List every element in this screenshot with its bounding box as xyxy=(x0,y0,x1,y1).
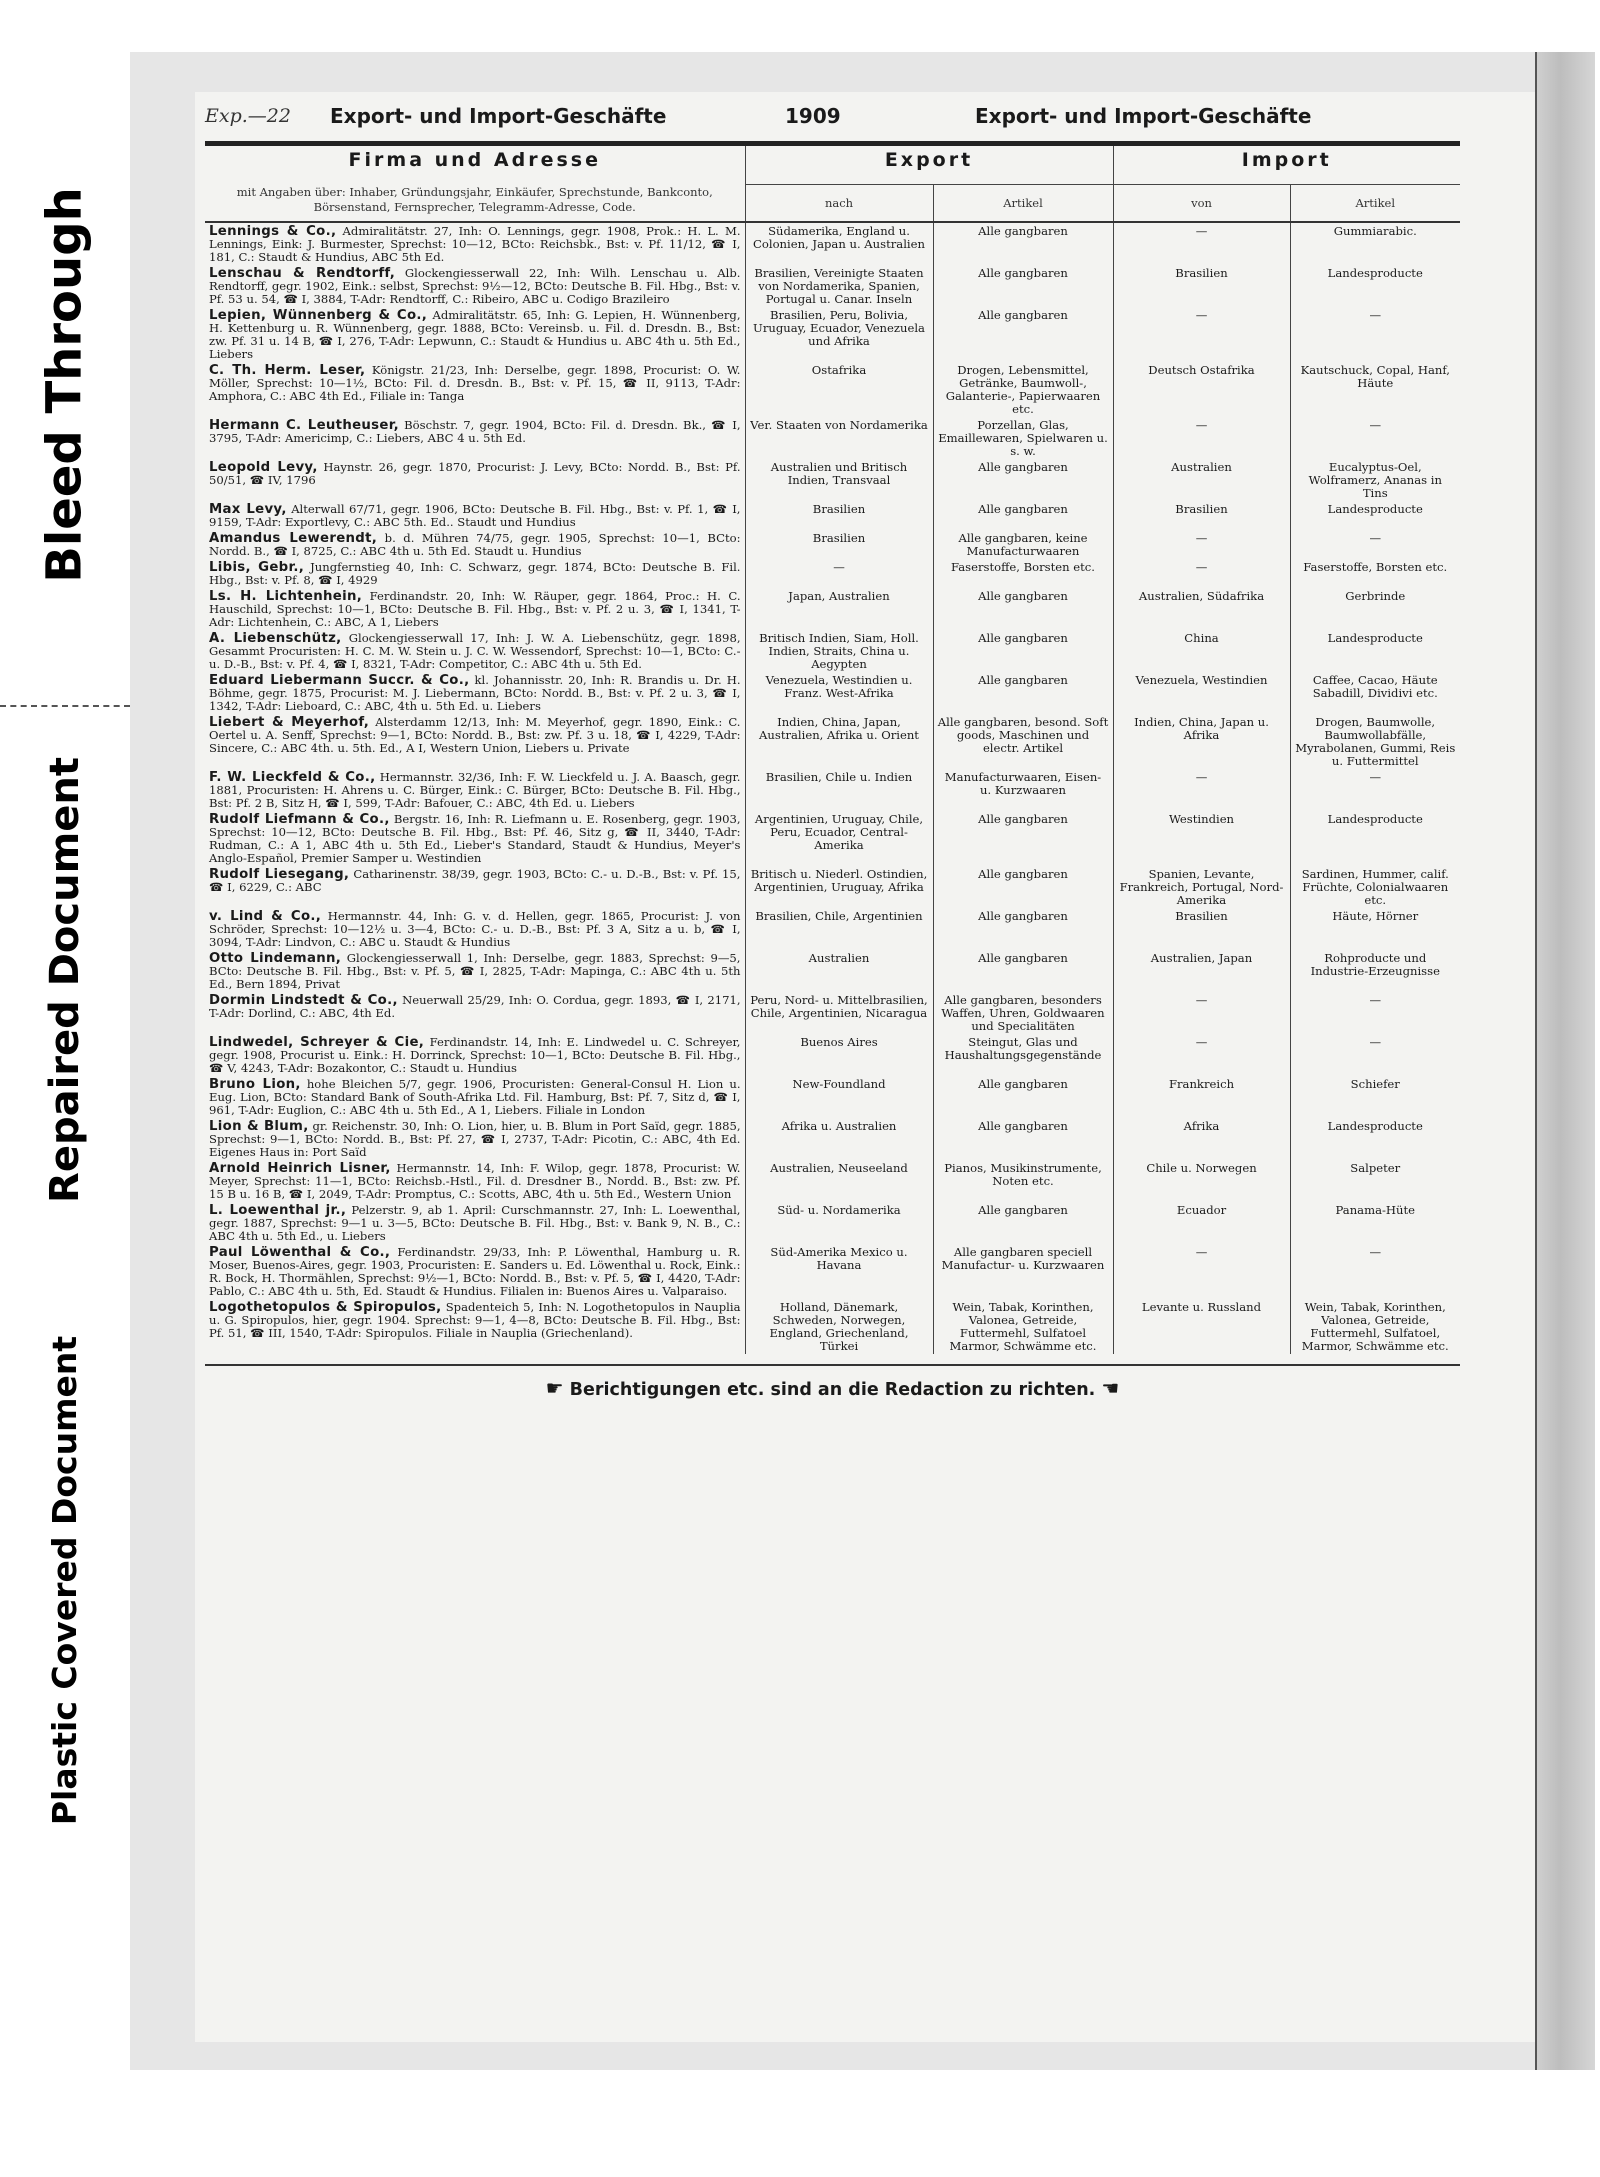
firm-cell xyxy=(205,714,745,769)
table-row xyxy=(205,811,1460,866)
firm-name: Arnold Heinrich Lisner, xyxy=(209,1160,391,1176)
import-from-header: von xyxy=(1113,185,1290,222)
export-to-cell: Australien, Neuseeland xyxy=(745,1160,933,1202)
firm-name: Lion & Blum, xyxy=(209,1118,309,1134)
export-to-cell: Süd-Amerika Mexico u. Havana xyxy=(745,1244,933,1299)
export-to-header: nach xyxy=(745,185,933,222)
header-right-title: Export- und Import-Geschäfte xyxy=(975,104,1312,128)
import-from-cell: — xyxy=(1113,307,1290,362)
import-from-cell: Indien, China, Japan u. Afrika xyxy=(1113,714,1290,769)
firm-name: Max Levy, xyxy=(209,501,287,517)
firm-details: Glockengiesserwall 22, Inh: Wilh. Lenschau u. Alb. Rendtorff, gegr. 1902, Eink.: selbst, Sprechst: 9½—12, BCto: Deutsche B. Fil. Hbg., Bst: v. Pf. 53 u. 54, ☎ I, 3884, T-Adr: Rendtorff, C.: Ribeiro, ABC u. Codigo Brazileiro xyxy=(209,265,741,306)
import-from-cell: Spanien, Levante, Frankreich, Portugal, Nord-Amerika xyxy=(1113,866,1290,908)
firm-details: hohe Bleichen 5/7, gegr. 1906, Procuristen: General-Consul H. Lion u. Eug. Lion, BCto: Standard Bank of South-Afrika Ltd. Fil. Hamburg, Bst: Pf. 7, Sitz d, ☎ I, 961, T-Adr: Euglion, C.: ABC 4th u. 5th Ed., A 1, Liebers. Filiale in London xyxy=(209,1076,741,1117)
firm-cell xyxy=(205,1202,745,1244)
export-to-cell: Brasilien, Chile, Argentinien xyxy=(745,908,933,950)
export-to-cell: Australien xyxy=(745,950,933,992)
export-articles-cell: Alle gangbaren xyxy=(933,1202,1113,1244)
export-articles-cell: Alle gangbaren speciell Manufactur- u. Kurzwaaren xyxy=(933,1244,1113,1299)
firm-details: Catharinenstr. 38/39, gegr. 1903, BCto: C.- u. D.-B., Bst: v. Pf. 15, ☎ I, 6229, C.: ABC xyxy=(209,866,741,894)
header-left-title: Export- und Import-Geschäfte xyxy=(330,104,667,128)
export-to-cell: Brasilien, Vereinigte Staaten von Nordamerika, Spanien, Portugal u. Canar. Inseln xyxy=(745,265,933,307)
export-to-cell: Japan, Australien xyxy=(745,588,933,630)
import-articles-cell: Caffee, Cacao, Häute Sabadill, Dividivi etc. xyxy=(1290,672,1460,714)
export-to-cell: Brasilien, Peru, Bolivia, Uruguay, Ecuador, Venezuela und Afrika xyxy=(745,307,933,362)
firm-cell xyxy=(205,530,745,559)
table-row xyxy=(205,950,1460,992)
firm-name: v. Lind & Co., xyxy=(209,908,322,924)
import-articles-cell: Kautschuck, Copal, Hanf, Häute xyxy=(1290,362,1460,417)
firm-cell xyxy=(205,630,745,672)
import-articles-cell: — xyxy=(1290,307,1460,362)
export-articles-header: Artikel xyxy=(933,185,1113,222)
table-row xyxy=(205,1118,1460,1160)
table-row xyxy=(205,307,1460,362)
scanned-page xyxy=(130,52,1595,2070)
table-row xyxy=(205,908,1460,950)
table-row xyxy=(205,559,1460,588)
firm-cell xyxy=(205,222,745,265)
page-content xyxy=(205,97,1460,1400)
firm-cell xyxy=(205,1244,745,1299)
export-articles-cell: Alle gangbaren, besond. Soft goods, Maschinen und electr. Artikel xyxy=(933,714,1113,769)
export-to-cell: Ver. Staaten von Nordamerika xyxy=(745,417,933,459)
pointing-hand-right-icon: ☚ xyxy=(1101,1375,1120,1400)
export-articles-cell: Alle gangbaren, besonders Waffen, Uhren, Goldwaaren und Specialitäten xyxy=(933,992,1113,1034)
import-from-cell: Australien xyxy=(1113,459,1290,501)
import-articles-cell: Sardinen, Hummer, calif. Früchte, Colonialwaaren etc. xyxy=(1290,866,1460,908)
firm-cell xyxy=(205,950,745,992)
import-articles-cell: Schiefer xyxy=(1290,1076,1460,1118)
export-to-cell: Britisch u. Niederl. Ostindien, Argentinien, Uruguay, Afrika xyxy=(745,866,933,908)
table-row xyxy=(205,1202,1460,1244)
import-from-cell: Brasilien xyxy=(1113,908,1290,950)
firm-details: Ferdinandstr. 20, Inh: W. Räuper, gegr. 1864, Proc.: H. C. Hauschild, Sprechst: 10—1, BCto: Deutsche B. Fil. Hbg., Bst: v. Pf. 2 u. 3, ☎ I, 1341, T-Adr: Lichtenhein, C.: ABC, A 1, Liebers xyxy=(209,588,741,629)
import-from-cell: Venezuela, Westindien xyxy=(1113,672,1290,714)
import-from-cell: Brasilien xyxy=(1113,265,1290,307)
import-articles-cell: Landesproducte xyxy=(1290,811,1460,866)
firm-name: Ls. H. Lichtenhein, xyxy=(209,588,363,604)
table-row xyxy=(205,265,1460,307)
label-repaired-document-text: Repaired Document xyxy=(42,757,88,1203)
import-articles-cell: — xyxy=(1290,769,1460,811)
import-articles-cell: — xyxy=(1290,530,1460,559)
firm-details: Haynstr. 26, gegr. 1870, Procurist: J. Levy, BCto: Nordd. B., Bst: Pf. 50/51, ☎ IV, 1796 xyxy=(209,459,741,487)
table-row xyxy=(205,530,1460,559)
export-column-title: Export xyxy=(745,146,1113,185)
firm-name: A. Liebenschütz, xyxy=(209,630,342,646)
import-articles-cell: Rohproducte und Industrie-Erzeugnisse xyxy=(1290,950,1460,992)
table-row xyxy=(205,222,1460,265)
import-articles-cell: Gerbrinde xyxy=(1290,588,1460,630)
firm-cell xyxy=(205,1034,745,1076)
firm-details: Admiralitätstr. 27, Inh: O. Lennings, gegr. 1908, Prok.: H. L. M. Lennings, Eink: J. Burmester, Sprechst: 10—12, BCto: Reichsbk., Bst: v. Pf. 11/12, ☎ I, 181, C.: Staudt & Hundius, ABC 5th Ed. xyxy=(209,223,741,264)
export-to-cell: Britisch Indien, Siam, Holl. Indien, Straits, China u. Aegypten xyxy=(745,630,933,672)
label-plastic-covered-text: Plastic Covered Document xyxy=(45,1335,85,1825)
firm-name: Liebert & Meyerhof, xyxy=(209,714,370,730)
table-row xyxy=(205,866,1460,908)
import-articles-cell: Gummiarabic. xyxy=(1290,222,1460,265)
import-articles-cell: Drogen, Baumwolle, Baumwollabfälle, Myrabolanen, Gummi, Reis u. Futtermittel xyxy=(1290,714,1460,769)
table-row xyxy=(205,588,1460,630)
firm-details: Spadenteich 5, Inh: N. Logothetopulos in Nauplia u. G. Spiropulos, hier, gegr. 1904. Sprechst: 9—1, 4—8, BCto: Deutsche B. Fil. Hbg., Bst: Pf. 51, ☎ III, 1540, T-Adr: Spiropulos. Filiale in Nauplia (Griechenland). xyxy=(209,1299,741,1340)
export-articles-cell: Manufacturwaaren, Eisen- u. Kurzwaaren xyxy=(933,769,1113,811)
firm-details: Glockengiesserwall 17, Inh: J. W. A. Liebenschütz, gegr. 1898, Gesammt Procuristen: H. C. M. W. Stein u. J. C. W. Wessendorf, Sprechst: 10—1, BCto: C.- u. D.-B., Bst: v. Pf. 4, ☎ I, 8321, T-Adr: Competitor, C.: ABC 4th u. 5th Ed. xyxy=(209,630,741,671)
firm-cell xyxy=(205,1076,745,1118)
firm-cell xyxy=(205,1160,745,1202)
firm-name: Libis, Gebr., xyxy=(209,559,305,575)
firm-cell xyxy=(205,588,745,630)
footer-note xyxy=(205,1364,1460,1400)
export-articles-cell: Alle gangbaren xyxy=(933,1076,1113,1118)
firm-name: Lenschau & Rendtorff, xyxy=(209,265,396,281)
firm-details: Ferdinandstr. 14, Inh: E. Lindwedel u. C. Schreyer, gegr. 1908, Procurist u. Eink.: H. Dorrinck, Sprechst: 10—1, BCto: Deutsche B. Fil. Hbg., ☎ V, 4243, T-Adr: Bozakontor, C.: Staudt u. Hundius xyxy=(209,1034,741,1075)
export-articles-cell: Alle gangbaren xyxy=(933,950,1113,992)
export-to-cell: Ostafrika xyxy=(745,362,933,417)
firm-details: Glockengiesserwall 1, Inh: Derselbe, gegr. 1883, Sprechst: 9—5, BCto: Deutsche B. Fil. Hbg., Bst: v. Pf. 5, ☎ I, 2825, T-Adr: Mapinga, C.: ABC 4th u. 5th Ed., Bern 1894, Privat xyxy=(209,950,741,991)
export-to-cell: Süd- u. Nordamerika xyxy=(745,1202,933,1244)
firm-details: Bergstr. 16, Inh: R. Liefmann u. E. Rosenberg, gegr. 1903, Sprechst: 10—12, BCto: Deutsche B. Fil. Hbg., Bst: Pf. 46, Sitz g, ☎ II, 3440, T-Adr: Rudman, C.: A 1, ABC 4th u. 5th Ed., Lieber's Standard, Staudt & Hundius, Meyer's Anglo-Español, Premier Samper u. Westindien xyxy=(209,811,741,865)
import-articles-cell: Landesproducte xyxy=(1290,501,1460,530)
firm-details: Hermannstr. 14, Inh: F. Wilop, gegr. 1878, Procurist: W. Meyer, Sprechst: 11—1, BCto: Reichsb.-Hstl., Fil. d. Dresdner B., Nordd. B., Bst: zw. Pf. 15 B u. 16 B, ☎ I, 2049, T-Adr: Promptus, C.: Scotts, ABC, 4th u. 5th Ed., Western Union xyxy=(209,1160,741,1201)
firm-name: Dormin Lindstedt & Co., xyxy=(209,992,398,1008)
firm-details: Ferdinandstr. 29/33, Inh: P. Löwenthal, Hamburg u. R. Moser, Buenos-Aires, gegr. 1903, Procuristen: E. Sanders u. Ed. Löwenthal u. Rock, Eink.: R. Bock, H. Thormählen, Sprechst: 9½—1, BCto: Nordd. B., Bst: v. Pf. 5, ☎ I, 4420, T-Adr: Pablo, C.: ABC 4th u. 5th, Ed. Staudt & Hundius. Filialen in: Buenos Aires u. Valparaiso. xyxy=(209,1244,741,1298)
table-row xyxy=(205,672,1460,714)
export-to-cell: Afrika u. Australien xyxy=(745,1118,933,1160)
export-articles-cell: Alle gangbaren xyxy=(933,222,1113,265)
import-from-cell: Frankreich xyxy=(1113,1076,1290,1118)
export-to-cell: Brasilien, Chile u. Indien xyxy=(745,769,933,811)
pointing-hand-left-icon: ☛ xyxy=(545,1375,564,1400)
firm-name: Leopold Levy, xyxy=(209,459,318,475)
export-articles-cell: Alle gangbaren xyxy=(933,265,1113,307)
export-to-cell: Brasilien xyxy=(745,530,933,559)
export-articles-cell: Alle gangbaren xyxy=(933,588,1113,630)
export-articles-cell: Alle gangbaren xyxy=(933,307,1113,362)
firm-name: Rudolf Liesegang, xyxy=(209,866,350,882)
import-from-cell: Levante u. Russland xyxy=(1113,1299,1290,1354)
table-row xyxy=(205,992,1460,1034)
firm-details: Böschstr. 7, gegr. 1904, BCto: Fil. d. Dresdn. Bk., ☎ I, 3795, T-Adr: Americimp, C.: Liebers, ABC 4 u. 5th Ed. xyxy=(209,417,741,445)
export-articles-cell: Alle gangbaren xyxy=(933,501,1113,530)
firm-details: Hermannstr. 32/36, Inh: F. W. Lieckfeld u. J. A. Baasch, gegr. 1881, Procuristen: H. Ahrens u. C. Bürger, Eink.: C. Bürger, BCto: Deutsche B. Fil. Hbg., Bst: Pf. 2 B, Sitz H, ☎ I, 599, T-Adr: Bafouer, C.: ABC, 4th Ed. u. Liebers xyxy=(209,769,741,810)
import-articles-cell: — xyxy=(1290,992,1460,1034)
import-articles-cell: Salpeter xyxy=(1290,1160,1460,1202)
export-articles-cell: Alle gangbaren xyxy=(933,811,1113,866)
page-binding-shadow xyxy=(1537,52,1595,2070)
firm-details: Alterwall 67/71, gegr. 1906, BCto: Deutsche B. Fil. Hbg., Bst: v. Pf. 1, ☎ I, 9159, T-Adr: Exportlevy, C.: ABC 5th. Ed.. Staudt und Hundius xyxy=(209,501,741,529)
firm-name: Rudolf Liefmann & Co., xyxy=(209,811,390,827)
export-articles-cell: Wein, Tabak, Korinthen, Valonea, Getreide, Futtermehl, Sulfatoel Marmor, Schwämme etc. xyxy=(933,1299,1113,1354)
firm-name: F. W. Lieckfeld & Co., xyxy=(209,769,376,785)
import-articles-cell: Faserstoffe, Borsten etc. xyxy=(1290,559,1460,588)
export-articles-cell: Alle gangbaren xyxy=(933,1118,1113,1160)
export-articles-cell: Porzellan, Glas, Emaillewaren, Spielwaren u. s. w. xyxy=(933,417,1113,459)
table-row xyxy=(205,714,1460,769)
export-articles-cell: Alle gangbaren xyxy=(933,630,1113,672)
firm-name: Eduard Liebermann Succr. & Co., xyxy=(209,672,470,688)
firm-column-subtitle: mit Angaben über: Inhaber, Gründungsjahr, Einkäufer, Sprechstunde, Bankconto, Börsenstand, Fernsprecher, Telegramm-Adresse, Code. xyxy=(205,185,745,222)
firm-cell xyxy=(205,672,745,714)
import-articles-cell: Landesproducte xyxy=(1290,265,1460,307)
table-row xyxy=(205,362,1460,417)
footer-text: Berichtigungen etc. sind an die Redaction zu richten. xyxy=(569,1379,1096,1400)
import-articles-cell: — xyxy=(1290,1244,1460,1299)
firm-details: Königstr. 21/23, Inh: Derselbe, gegr. 1898, Procurist: O. W. Möller, Sprechst: 10—1½, BCto: Fil. d. Dresdn. B., Bst: v. Pf. 15, ☎ II, 9113, T-Adr: Amphora, C.: ABC 4th Ed., Filiale in: Tanga xyxy=(209,362,741,403)
import-from-cell: Chile u. Norwegen xyxy=(1113,1160,1290,1202)
firm-cell xyxy=(205,362,745,417)
import-from-cell: Australien, Japan xyxy=(1113,950,1290,992)
import-from-cell: — xyxy=(1113,417,1290,459)
margin-labels xyxy=(0,0,130,2177)
firm-details: b. d. Mühren 74/75, gegr. 1905, Sprechst: 10—1, BCto: Nordd. B., ☎ I, 8725, C.: ABC 4th u. 5th Ed. Staudt u. Hundius xyxy=(209,530,741,558)
export-to-cell: Argentinien, Uruguay, Chile, Peru, Ecuador, Central-Amerika xyxy=(745,811,933,866)
page-code: Exp.—22 xyxy=(205,105,291,127)
firm-cell xyxy=(205,1118,745,1160)
table-row xyxy=(205,1244,1460,1299)
firm-cell xyxy=(205,307,745,362)
firm-details: kl. Johannisstr. 20, Inh: R. Brandis u. Dr. H. Böhme, gegr. 1875, Procurist: M. J. Liebermann, BCto: Nordd. B., Bst: v. Pf. 2 u. 3, ☎ I, 1342, T-Adr: Lieboard, C.: ABC, 4th u. 5th Ed. u. Liebers xyxy=(209,672,741,713)
import-from-cell: Westindien xyxy=(1113,811,1290,866)
import-articles-cell: Panama-Hüte xyxy=(1290,1202,1460,1244)
firm-cell xyxy=(205,769,745,811)
import-from-cell: Australien, Südafrika xyxy=(1113,588,1290,630)
firm-cell xyxy=(205,459,745,501)
firm-details: Hermannstr. 44, Inh: G. v. d. Hellen, gegr. 1865, Procurist: J. von Schröder, Sprechst: 10—12½ u. 3—4, BCto: C.- u. D.-B., Bst: Pf. 3 A, Sitz a u. b, ☎ I, 3094, T-Adr: Lindvon, C.: ABC u. Staudt & Hundius xyxy=(209,908,741,949)
export-to-cell: Peru, Nord- u. Mittelbrasilien, Chile, Argentinien, Nicaragua xyxy=(745,992,933,1034)
import-articles-cell: Eucalyptus-Oel, Wolframerz, Ananas in Tins xyxy=(1290,459,1460,501)
export-to-cell: Buenos Aires xyxy=(745,1034,933,1076)
export-to-cell: — xyxy=(745,559,933,588)
header-year: 1909 xyxy=(785,104,841,128)
firm-cell xyxy=(205,265,745,307)
export-articles-cell: Alle gangbaren xyxy=(933,866,1113,908)
import-from-cell: China xyxy=(1113,630,1290,672)
export-articles-cell: Faserstoffe, Borsten etc. xyxy=(933,559,1113,588)
export-to-cell: Venezuela, Westindien u. Franz. West-Afrika xyxy=(745,672,933,714)
import-from-cell: Deutsch Ostafrika xyxy=(1113,362,1290,417)
table-row xyxy=(205,1160,1460,1202)
label-bleed-through xyxy=(0,135,130,635)
import-from-cell: — xyxy=(1113,530,1290,559)
export-to-cell: New-Foundland xyxy=(745,1076,933,1118)
firm-details: gr. Reichenstr. 30, Inh: O. Lion, hier, u. B. Blum in Port Saïd, gegr. 1885, Sprechst: 9—1, BCto: Nordd. B., Bst: Pf. 27, ☎ I, 2737, T-Adr: Picotin, C.: ABC, 4th Ed. Eigenes Haus in: Port Saïd xyxy=(209,1118,741,1159)
table-row xyxy=(205,1034,1460,1076)
export-articles-cell: Drogen, Lebensmittel, Getränke, Baumwoll-, Galanterie-, Papierwaaren etc. xyxy=(933,362,1113,417)
export-to-cell: Brasilien xyxy=(745,501,933,530)
import-articles-cell: — xyxy=(1290,417,1460,459)
export-articles-cell: Alle gangbaren xyxy=(933,459,1113,501)
export-to-cell: Holland, Dänemark, Schweden, Norwegen, England, Griechenland, Türkei xyxy=(745,1299,933,1354)
table-row xyxy=(205,769,1460,811)
import-articles-cell: Wein, Tabak, Korinthen, Valonea, Getreide, Futtermehl, Sulfatoel, Marmor, Schwämme etc. xyxy=(1290,1299,1460,1354)
import-from-cell: Afrika xyxy=(1113,1118,1290,1160)
firm-cell xyxy=(205,559,745,588)
firm-name: Lepien, Wünnenberg & Co., xyxy=(209,307,428,323)
firm-cell xyxy=(205,501,745,530)
firm-name: Amandus Lewerendt, xyxy=(209,530,378,546)
firm-details: Neuerwall 25/29, Inh: O. Cordua, gegr. 1893, ☎ I, 2171, T-Adr: Dorlind, C.: ABC, 4th Ed. xyxy=(209,992,741,1020)
import-articles-header: Artikel xyxy=(1290,185,1460,222)
label-repaired-document xyxy=(0,700,130,1260)
firm-name: Hermann C. Leutheuser, xyxy=(209,417,399,433)
firm-cell xyxy=(205,866,745,908)
firm-column-title: Firma und Adresse xyxy=(348,149,601,171)
table-row xyxy=(205,1299,1460,1354)
export-articles-cell: Alle gangbaren xyxy=(933,908,1113,950)
import-articles-cell: Landesproducte xyxy=(1290,630,1460,672)
firm-name: Paul Löwenthal & Co., xyxy=(209,1244,391,1260)
firm-details: Pelzerstr. 9, ab 1. April: Curschmannstr. 27, Inh: L. Loewenthal, gegr. 1887, Sprechst: 9—1 u. 3—5, BCto: Deutsche B. Fil. Hbg., Bst: v. Bank 9, N. B., C.: ABC 4th u. 5th Ed., u. Liebers xyxy=(209,1202,741,1243)
export-articles-cell: Steingut, Glas und Haushaltungsgegenstände xyxy=(933,1034,1113,1076)
import-from-cell: — xyxy=(1113,769,1290,811)
import-from-cell: — xyxy=(1113,1244,1290,1299)
table-row xyxy=(205,459,1460,501)
running-header xyxy=(205,97,1460,137)
firm-details: Jungfernstieg 40, Inh: C. Schwarz, gegr. 1874, BCto: Deutsche B. Fil. Hbg., Bst: v. Pf. 8, ☎ I, 4929 xyxy=(209,559,741,587)
firm-details: Admiralitätstr. 65, Inh: G. Lepien, H. Wünnenberg, H. Kettenburg u. R. Wünnenberg, gegr. 1888, BCto: Vereinsb. u. Fil. d. Dresdn. B., Bst: zw. Pf. 31 u. 14 B, ☎ I, 276, T-Adr: Lepwunn, C.: Staudt & Hundius u. ABC 4th u. 5th Ed., Liebers xyxy=(209,307,741,361)
firm-name: Lindwedel, Schreyer & Cie, xyxy=(209,1034,425,1050)
table-row xyxy=(205,630,1460,672)
firm-details: Alsterdamm 12/13, Inh: M. Meyerhof, gegr. 1890, Eink.: C. Oertel u. A. Senff, Sprechst: 9—1, BCto: Nordd. B., Bst: zw. Pf. 3 u. 18, ☎ I, 4229, T-Adr: Sincere, C.: ABC 4th. u. 5th. Ed., A I, Western Union, Liebers u. Private xyxy=(209,714,741,755)
label-bleed-through-text: Bleed Through xyxy=(37,187,94,583)
import-articles-cell: Landesproducte xyxy=(1290,1118,1460,1160)
firm-cell xyxy=(205,417,745,459)
label-plastic-covered xyxy=(0,1300,130,1860)
export-articles-cell: Alle gangbaren xyxy=(933,672,1113,714)
export-to-cell: Südamerika, England u. Colonien, Japan u. Australien xyxy=(745,222,933,265)
firm-name: Logothetopulos & Spiropulos, xyxy=(209,1299,442,1315)
import-from-cell: Ecuador xyxy=(1113,1202,1290,1244)
table-row xyxy=(205,417,1460,459)
import-from-cell: — xyxy=(1113,222,1290,265)
firm-name: Lennings & Co., xyxy=(209,223,337,239)
import-articles-cell: Häute, Hörner xyxy=(1290,908,1460,950)
export-to-cell: Indien, China, Japan, Australien, Afrika u. Orient xyxy=(745,714,933,769)
import-articles-cell: — xyxy=(1290,1034,1460,1076)
firm-cell xyxy=(205,1299,745,1354)
export-to-cell: Australien und Britisch Indien, Transvaal xyxy=(745,459,933,501)
import-from-cell: — xyxy=(1113,1034,1290,1076)
entries-body xyxy=(205,222,1460,1354)
firm-name: Otto Lindemann, xyxy=(209,950,342,966)
firm-cell xyxy=(205,811,745,866)
table-row xyxy=(205,501,1460,530)
firm-name: Bruno Lion, xyxy=(209,1076,301,1092)
export-articles-cell: Alle gangbaren, keine Manufacturwaaren xyxy=(933,530,1113,559)
firm-name: C. Th. Herm. Leser, xyxy=(209,362,366,378)
import-from-cell: — xyxy=(1113,992,1290,1034)
firm-cell xyxy=(205,992,745,1034)
import-column-title: Import xyxy=(1113,146,1460,185)
table-row xyxy=(205,1076,1460,1118)
firm-cell xyxy=(205,908,745,950)
import-from-cell: — xyxy=(1113,559,1290,588)
register-table xyxy=(205,146,1460,1354)
import-from-cell: Brasilien xyxy=(1113,501,1290,530)
export-articles-cell: Pianos, Musikinstrumente, Noten etc. xyxy=(933,1160,1113,1202)
firm-name: L. Loewenthal jr., xyxy=(209,1202,347,1218)
